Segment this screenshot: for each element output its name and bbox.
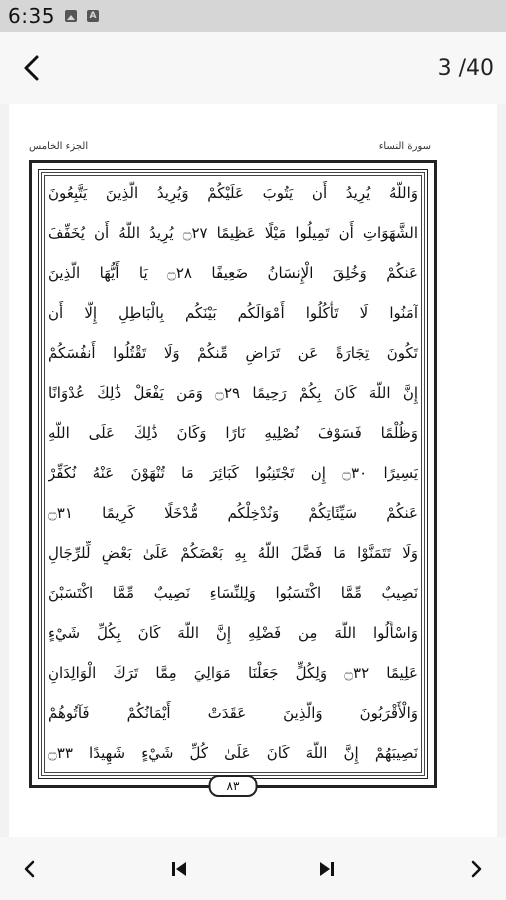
- verse-line: وَالْأَقْرَبُونَ وَالَّذِينَ عَقَدَتْ أَيْمَانُكُمْ فَآتُوهُمْ: [48, 704, 418, 722]
- page-number: ٨٣: [209, 775, 258, 797]
- verse-line: آمَنُوا لَا تَأْكُلُوا أَمْوَالَكُم بَيْنَكُم بِالْبَاطِلِ إِلَّا أَن: [48, 304, 418, 322]
- mushaf-page: [9, 104, 497, 837]
- page-counter: 3 /40: [437, 55, 494, 81]
- verse-line: يَسِيرًا ۝٣٠ إِن تَجْتَنِبُوا كَبَائِرَ مَا تُنْهَوْنَ عَنْهُ نُكَفِّرْ: [48, 464, 418, 482]
- previous-page-button[interactable]: [0, 839, 60, 899]
- bottom-navigation: [0, 837, 506, 900]
- app-bar: [0, 32, 506, 104]
- verse-line: تَكُونَ تِجَارَةً عَن تَرَاضٍ مِّنكُمْ وَلَا تَقْتُلُوا أَنفُسَكُمْ: [48, 344, 418, 362]
- back-button[interactable]: [4, 40, 60, 96]
- first-page-button[interactable]: [149, 839, 209, 899]
- verse-text: [48, 181, 418, 765]
- verse-line: نَصِيبَهُمْ إِنَّ اللَّهَ كَانَ عَلَىٰ كُلِّ شَيْءٍ شَهِيدًا ۝٣٣: [48, 744, 418, 762]
- verse-line: وَاللَّهُ يُرِيدُ أَن يَتُوبَ عَلَيْكُمْ وَيُرِيدُ الَّذِينَ يَتَّبِعُونَ: [48, 184, 418, 202]
- chevron-left-icon: [22, 859, 38, 879]
- next-page-button[interactable]: [446, 839, 506, 899]
- skip-next-icon: [317, 859, 337, 879]
- status-bar: [0, 0, 506, 32]
- verse-line: وَلَا تَتَمَنَّوْا مَا فَضَّلَ اللَّهُ بِهِ بَعْضَكُمْ عَلَىٰ بَعْضٍ لِّلرِّجَالِ: [48, 544, 418, 562]
- page-header: [29, 134, 431, 158]
- last-page-button[interactable]: [297, 839, 357, 899]
- verse-line: وَاسْأَلُوا اللَّهَ مِن فَضْلِهِ إِنَّ اللَّهَ كَانَ بِكُلِّ شَيْءٍ: [48, 624, 418, 642]
- verse-line: وَظُلْمًا فَسَوْفَ نُصْلِيهِ نَارًا وَكَانَ ذَٰلِكَ عَلَى اللَّهِ: [48, 424, 418, 442]
- image-notification-icon: [65, 10, 77, 22]
- app-notification-icon: A: [87, 10, 99, 22]
- status-time: 6:35: [8, 4, 55, 28]
- verse-line: الشَّهَوَاتِ أَن تَمِيلُوا مَيْلًا عَظِيمًا ۝٢٧ يُرِيدُ اللَّهُ أَن يُخَفِّفَ: [48, 224, 418, 242]
- verse-line: عَلِيمًا ۝٣٢ وَلِكُلٍّ جَعَلْنَا مَوَالِيَ مِمَّا تَرَكَ الْوَالِدَانِ: [48, 664, 418, 682]
- surah-label: سورة النساء: [378, 140, 431, 152]
- juz-label: الجزء الخامس: [29, 140, 89, 152]
- verse-line: عَنكُمْ سَيِّئَاتِكُمْ وَنُدْخِلْكُم مُّدْخَلًا كَرِيمًا ۝٣١: [48, 504, 418, 522]
- chevron-left-icon: [21, 54, 43, 82]
- verse-line: إِنَّ اللَّهَ كَانَ بِكُمْ رَحِيمًا ۝٢٩ وَمَن يَفْعَلْ ذَٰلِكَ عُدْوَانًا: [48, 384, 418, 402]
- page-frame: [29, 160, 437, 793]
- verse-line: عَنكُمْ وَخُلِقَ الْإِنسَانُ ضَعِيفًا ۝٢٨ يَا أَيُّهَا الَّذِينَ: [48, 264, 418, 282]
- chevron-right-icon: [468, 859, 484, 879]
- skip-previous-icon: [169, 859, 189, 879]
- verse-line: نَصِيبٌ مِّمَّا اكْتَسَبُوا وَلِلنِّسَاءِ نَصِيبٌ مِّمَّا اكْتَسَبْنَ: [48, 584, 418, 602]
